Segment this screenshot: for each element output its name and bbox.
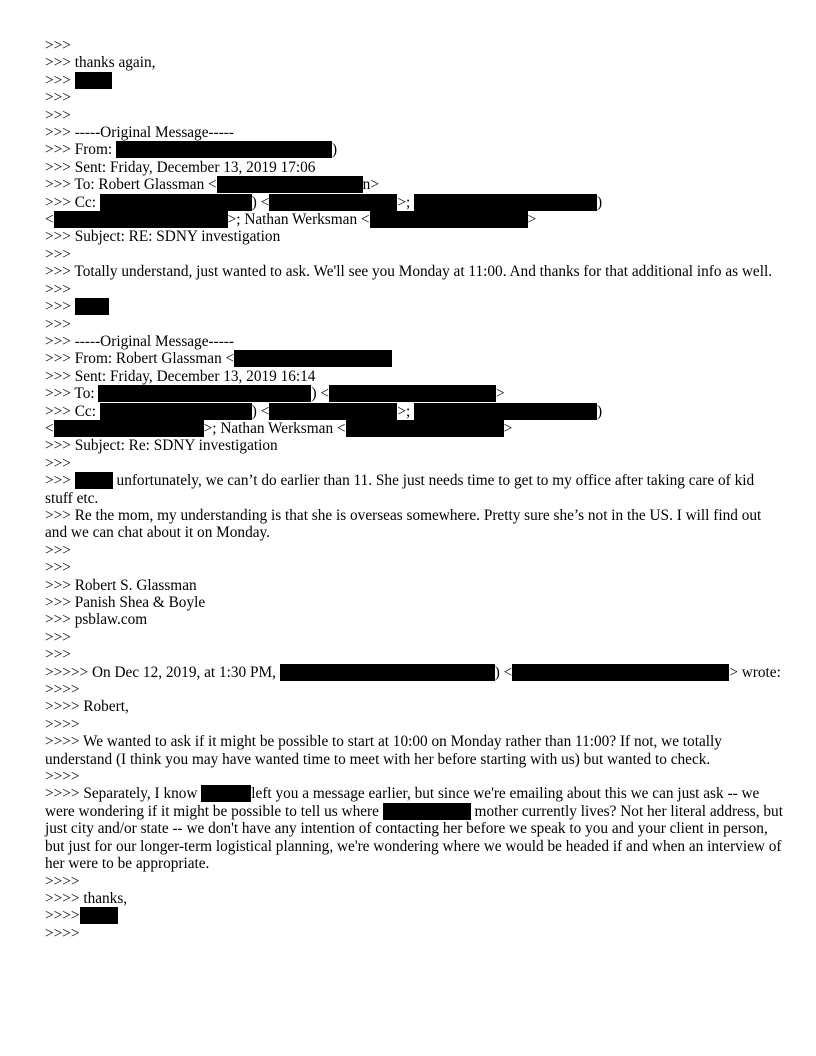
redaction-box	[201, 785, 251, 802]
redaction-box	[80, 907, 118, 924]
line-text: )	[331, 141, 338, 159]
line-text: >>>>	[45, 715, 80, 733]
email-line	[45, 107, 785, 124]
email-line	[45, 194, 785, 211]
email-line	[45, 246, 785, 263]
line-text: >;	[397, 402, 415, 420]
email-line	[45, 646, 785, 663]
email-line	[45, 664, 785, 681]
line-text: >>> -----Original Message-----	[45, 124, 234, 142]
redaction-box	[217, 176, 363, 193]
redaction-box	[54, 211, 228, 228]
email-line	[45, 211, 785, 228]
email-line	[45, 594, 785, 611]
email-line	[45, 611, 785, 628]
email-line	[45, 716, 785, 733]
line-text: >>> Subject: RE: SDNY investigation	[45, 228, 281, 246]
line-text: >; Nathan Werksman <	[203, 419, 346, 437]
line-text: )	[597, 193, 603, 211]
line-text: >>>> Robert,	[45, 698, 129, 716]
email-line	[45, 316, 785, 333]
line-text: >>>> Separately, I know	[45, 785, 202, 803]
email-line	[45, 176, 785, 193]
line-text: >>>>	[45, 872, 80, 890]
line-text: >>> Panish Shea & Boyle	[45, 594, 206, 611]
email-thread	[45, 37, 785, 942]
line-text: >>>	[45, 472, 75, 490]
line-text: >;	[397, 193, 415, 211]
redaction-box	[346, 420, 504, 437]
redaction-box	[269, 403, 397, 420]
redaction-box	[75, 298, 109, 315]
redaction-box	[75, 72, 112, 89]
email-line	[45, 333, 785, 350]
email-line	[45, 559, 785, 576]
line-text: >>>> thanks,	[45, 889, 128, 907]
email-line	[45, 159, 785, 176]
redaction-box	[329, 385, 496, 402]
line-text: >>> -----Original Message-----	[45, 332, 234, 350]
line-text: >>> Sent: Friday, December 13, 2019 16:14	[45, 367, 316, 385]
line-text: <	[45, 211, 54, 229]
email-line	[45, 681, 785, 698]
line-text: <	[45, 419, 54, 437]
line-text: ) <	[251, 193, 270, 211]
line-text: left you a message earlier, but since we're emailing about this we can just ask -- we were wondering if it might be possible to tell us where	[45, 785, 764, 820]
redaction-box	[234, 350, 392, 367]
email-line	[45, 768, 785, 785]
line-text: >>>	[45, 37, 71, 54]
line-text: >>>> We wanted to ask if it might be possible to start at 10:00 on Monday rather than 11:00? If not, we totally understand (I think you may have wanted time to meet with her before starting with us) but wanted to check.	[45, 733, 726, 768]
line-text: >	[503, 419, 513, 437]
line-text: >>> thanks again,	[45, 54, 156, 72]
email-line	[45, 385, 785, 402]
line-text: >>>	[45, 454, 71, 472]
line-text: >>> Cc:	[45, 402, 100, 420]
email-line	[45, 733, 785, 768]
line-text: >>>	[45, 71, 75, 89]
line-text: >>> Subject: Re: SDNY investigation	[45, 437, 278, 455]
line-text: >>>>	[45, 681, 80, 699]
line-text: >>>	[45, 245, 71, 263]
line-text: >>>	[45, 280, 71, 298]
line-text: >>>	[45, 106, 71, 124]
line-text: >>>	[45, 541, 71, 559]
email-line	[45, 403, 785, 420]
line-text: )	[597, 402, 603, 420]
redaction-box	[414, 194, 597, 211]
email-line	[45, 37, 785, 54]
line-text: >>> psblaw.com	[45, 611, 148, 629]
line-text: >>> From: Robert Glassman <	[45, 350, 235, 368]
redaction-box	[98, 385, 311, 402]
line-text: >>> Cc:	[45, 193, 100, 211]
line-text: ) <	[494, 663, 513, 681]
redaction-box	[54, 420, 204, 437]
email-line	[45, 873, 785, 890]
line-text: ) <	[311, 385, 329, 403]
email-line	[45, 141, 785, 158]
line-text: >; Nathan Werksman <	[227, 211, 370, 229]
line-text: >>> To:	[45, 385, 99, 403]
line-text: >>>	[45, 298, 75, 316]
redaction-box	[75, 472, 113, 489]
redaction-box	[414, 403, 597, 420]
line-text: >>>	[45, 315, 71, 333]
email-line	[45, 577, 785, 594]
redaction-box	[383, 803, 471, 820]
email-line	[45, 472, 785, 507]
line-text: >>>	[45, 559, 71, 577]
redaction-box	[100, 194, 252, 211]
line-text: >>> From:	[45, 141, 116, 159]
email-line	[45, 785, 785, 872]
email-line	[45, 350, 785, 367]
line-text: >>>>	[45, 907, 80, 925]
email-line	[45, 455, 785, 472]
email-line	[45, 890, 785, 907]
email-line	[45, 263, 785, 280]
line-text: n>	[362, 176, 379, 194]
line-text: >>> To: Robert Glassman <	[45, 176, 217, 194]
email-line	[45, 368, 785, 385]
line-text: ) <	[251, 402, 270, 420]
redaction-box	[116, 141, 332, 158]
email-line	[45, 89, 785, 106]
line-text: unfortunately, we can’t do earlier than 11. She just needs time to get to my office after taking care of kid stuff etc.	[45, 472, 758, 507]
line-text: >>>>	[45, 924, 80, 942]
email-line	[45, 437, 785, 454]
line-text: > wrote:	[729, 663, 781, 681]
line-text: mother currently lives? Not her literal address, but just city and/or state -- we don't have any intention of contacting her before we speak to you and your client in person, but just for our longer-term logistical planning, we're wondering where we would be headed if and when an interview of her were to be appropriate.	[45, 802, 787, 873]
line-text: >>> Re the mom, my understanding is that she is overseas somewhere. Pretty sure she’s not in the US. I will find out and we can chat about it on Monday.	[45, 506, 766, 542]
line-text: >	[527, 211, 537, 229]
line-text: >>>>> On Dec 12, 2019, at 1:30 PM,	[45, 663, 280, 681]
email-line	[45, 298, 785, 315]
line-text: >	[495, 385, 505, 403]
line-text: >>>	[45, 646, 71, 664]
email-line	[45, 281, 785, 298]
email-line	[45, 542, 785, 559]
redaction-box	[269, 194, 397, 211]
email-line	[45, 124, 785, 141]
redaction-box	[512, 664, 729, 681]
email-line	[45, 907, 785, 924]
email-line	[45, 54, 785, 71]
line-text: >>> Sent: Friday, December 13, 2019 17:06	[45, 158, 316, 176]
email-line	[45, 72, 785, 89]
line-text: >>> Robert S. Glassman	[45, 576, 197, 594]
line-text: >>>>	[45, 768, 80, 786]
email-line	[45, 629, 785, 646]
line-text: >>> Totally understand, just wanted to ask. We'll see you Monday at 11:00. And thanks for that additional info as well.	[45, 263, 773, 281]
line-text: >>>	[45, 628, 71, 646]
redaction-box	[100, 403, 252, 420]
email-line	[45, 925, 785, 942]
email-line	[45, 507, 785, 542]
email-line	[45, 698, 785, 715]
email-line	[45, 420, 785, 437]
email-line	[45, 228, 785, 245]
redaction-box	[280, 664, 495, 681]
redaction-box	[370, 211, 528, 228]
line-text: >>>	[45, 89, 71, 107]
